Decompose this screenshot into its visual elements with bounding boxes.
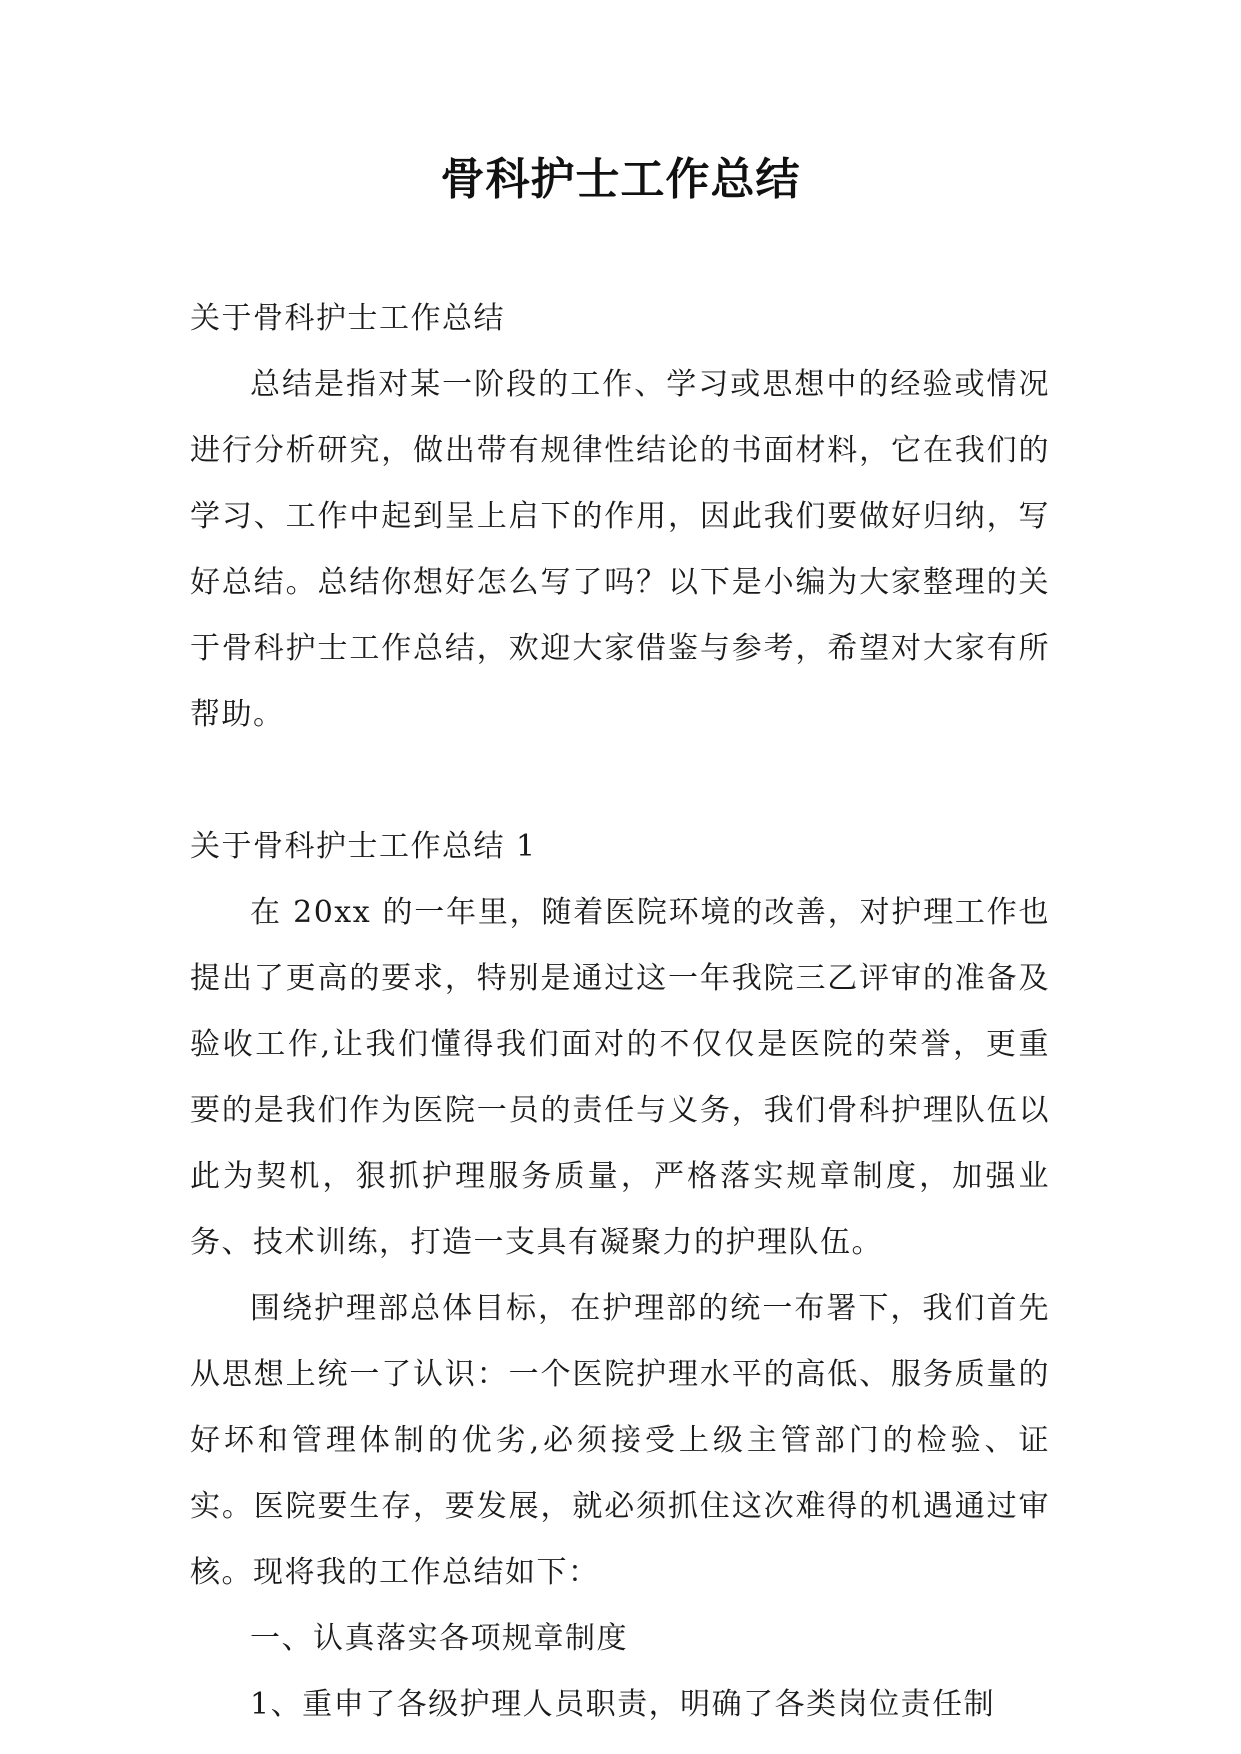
- document-body: [190, 286, 1050, 1738]
- intro-heading: 关于骨科护士工作总结: [190, 301, 505, 336]
- subheading: 一、认真落实各项规章制度: [250, 1621, 628, 1656]
- intro-paragraph: 总结是指对某一阶段的工作、学习或思想中的经验或情况进行分析研究，做出带有规律性结论的书面材料，它在我们的学习、工作中起到呈上启下的作用，因此我们要做好归纳，写好总结。总结你想好怎么写了吗？以下是小编为大家整理的关于骨科护士工作总结，欢迎大家借鉴与参考，希望对大家有所帮助。: [190, 367, 1050, 732]
- section-heading: 关于骨科护士工作总结 1: [190, 829, 537, 864]
- paragraph-spacer: [190, 748, 1050, 814]
- document-title: 骨科护士工作总结: [440, 154, 801, 205]
- list-item: 1、重申了各级护理人员职责，明确了各类岗位责任制: [250, 1687, 996, 1722]
- section-paragraph: 在 20xx 的一年里，随着医院环境的改善，对护理工作也提出了更高的要求，特别是通过这一年我院三乙评审的准备及验收工作,让我们懂得我们面对的不仅仅是医院的荣誉，更重要的是我们作为医院一员的责任与义务，我们骨科护理队伍以此为契机，狠抓护理服务质量，严格落实规章制度，加强业务、技术训练，打造一支具有凝聚力的护理队伍。: [190, 895, 1050, 1260]
- section-paragraph: 围绕护理部总体目标，在护理部的统一布署下，我们首先从思想上统一了认识：一个医院护理水平的高低、服务质量的好坏和管理体制的优劣,必须接受上级主管部门的检验、证实。医院要生存，要发展，就必须抓住这次难得的机遇通过审核。现将我的工作总结如下：: [190, 1291, 1050, 1590]
